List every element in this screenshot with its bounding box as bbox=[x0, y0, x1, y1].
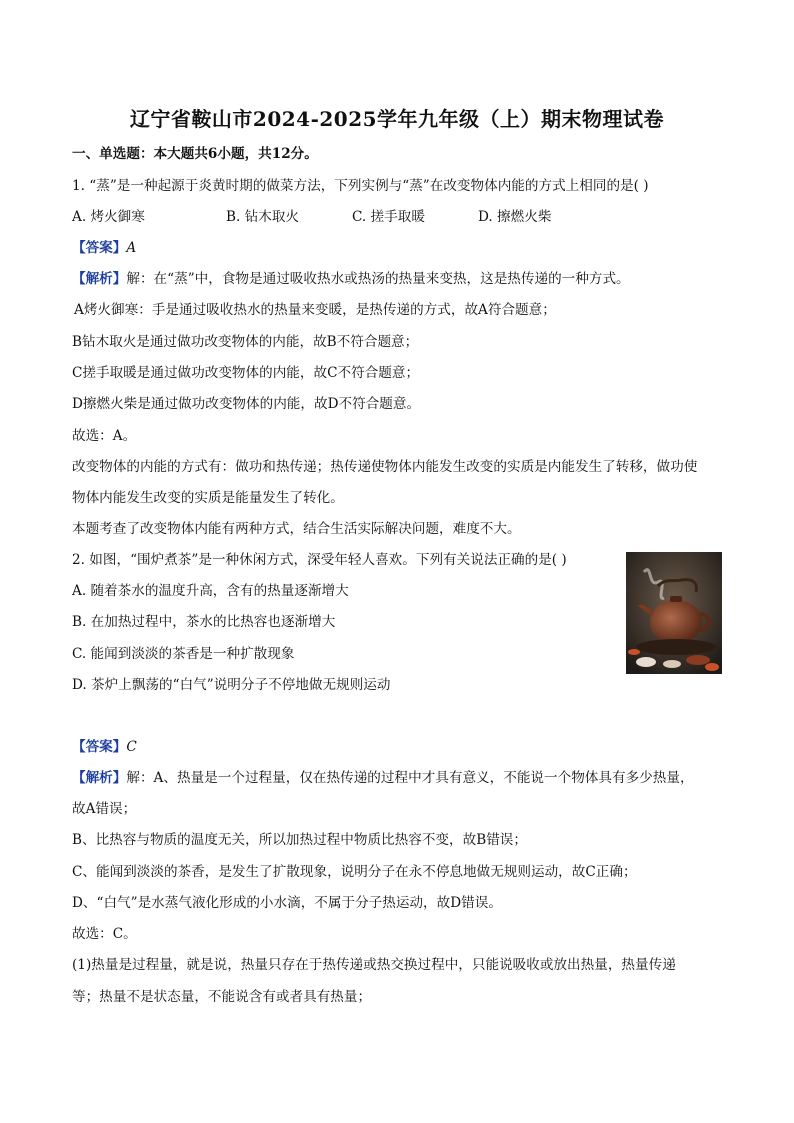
q2-option-a: A. 随着茶水的温度升高，含有的热量逐渐增大 bbox=[72, 583, 349, 599]
q1-analysis-line: 本题考查了改变物体内能有两种方式，结合生活实际解决问题，难度不大。 bbox=[72, 521, 521, 537]
q2-analysis-line: (1)热量是过程量，就是说，热量只存在于热传递或热交换过程中，只能说吸收或放出热量，热量传递 bbox=[72, 957, 676, 973]
q2-analysis-line: 等；热量不是状态量，不能说含有或者具有热量； bbox=[72, 989, 372, 1005]
answer-tag: 【答案】 bbox=[72, 739, 127, 755]
analysis-tag: 【解析】 bbox=[72, 770, 127, 786]
q2-analysis-line: D、“白气”是水蒸气液化形成的小水滴，不属于分子热运动，故D错误。 bbox=[72, 895, 502, 911]
q1-analysis-line: C搓手取暖是通过做功改变物体的内能，故C不符合题意； bbox=[72, 365, 420, 381]
q1-option-b: B. 钻木取火 bbox=[226, 209, 300, 225]
q2-answer bbox=[72, 737, 137, 757]
q2-analysis-line: C、能闻到淡淡的茶香，是发生了扩散现象，说明分子在永不停息地做无规则运动，故C正确； bbox=[72, 864, 637, 880]
q1-analysis-line: 故选：A。 bbox=[72, 428, 137, 444]
q2-option-c: C. 能闻到淡淡的茶香是一种扩散现象 bbox=[72, 646, 295, 662]
q1-analysis-line bbox=[72, 269, 630, 289]
q1-analysis-line: 物体内能发生改变的实质是能量发生了转化。 bbox=[72, 490, 344, 506]
teapot-photo bbox=[626, 552, 722, 674]
page-title: 辽宁省鞍山市2024-2025学年九年级（上）期末物理试卷 bbox=[129, 107, 665, 131]
q2-option-b: B. 在加热过程中，茶水的比热容也逐渐增大 bbox=[72, 614, 336, 630]
answer-value: C bbox=[126, 739, 137, 755]
analysis-text: 解：A、热量是一个过程量，仅在热传递的过程中才具有意义，不能说一个物体具有多少热量， bbox=[126, 770, 694, 786]
analysis-text: 解：在“蒸”中，食物是通过吸收热水或热汤的热量来变热，这是热传递的一种方式。 bbox=[126, 271, 630, 287]
q1-analysis-line: B钻木取火是通过做功改变物体的内能，故B不符合题意； bbox=[72, 334, 419, 350]
q2-analysis-line: 故选：C。 bbox=[72, 926, 137, 942]
q1-answer bbox=[72, 238, 136, 258]
q1-analysis-line: A烤火御寒：手是通过吸收热水的热量来变暖，是热传递的方式，故A符合题意； bbox=[74, 302, 556, 318]
q2-analysis-line: B、比热容与物质的温度无关，所以加热过程中物质比热容不变，故B错误； bbox=[72, 832, 527, 848]
q2-analysis-line bbox=[72, 768, 694, 788]
q1-stem: 1. “蒸”是一种起源于炎黄时期的做菜方法，下列实例与“蒸”在改变物体内能的方式上相同的是( ) bbox=[72, 178, 649, 194]
q1-option-c: C. 搓手取暖 bbox=[352, 209, 425, 225]
q1-analysis-line: 改变物体的内能的方式有：做功和热传递；热传递使物体内能发生改变的实质是内能发生了转移，做功使 bbox=[72, 459, 698, 475]
q1-analysis-line: D擦燃火柴是通过做功改变物体的内能，故D不符合题意。 bbox=[72, 396, 421, 412]
q2-analysis-line: 故A错误； bbox=[72, 801, 137, 817]
section-heading: 一、单选题：本大题共6小题，共12分。 bbox=[72, 146, 318, 162]
analysis-tag: 【解析】 bbox=[72, 271, 127, 287]
q2-option-d: D. 茶炉上飘荡的“白气”说明分子不停地做无规则运动 bbox=[72, 677, 391, 693]
answer-tag: 【答案】 bbox=[72, 240, 127, 256]
q2-stem: 2. 如图，“围炉煮茶”是一种休闲方式，深受年轻人喜欢。下列有关说法正确的是( ) bbox=[72, 552, 567, 568]
answer-value: A bbox=[126, 240, 137, 256]
q1-option-d: D. 擦燃火柴 bbox=[478, 209, 552, 225]
q1-option-a: A. 烤火御寒 bbox=[72, 209, 145, 225]
